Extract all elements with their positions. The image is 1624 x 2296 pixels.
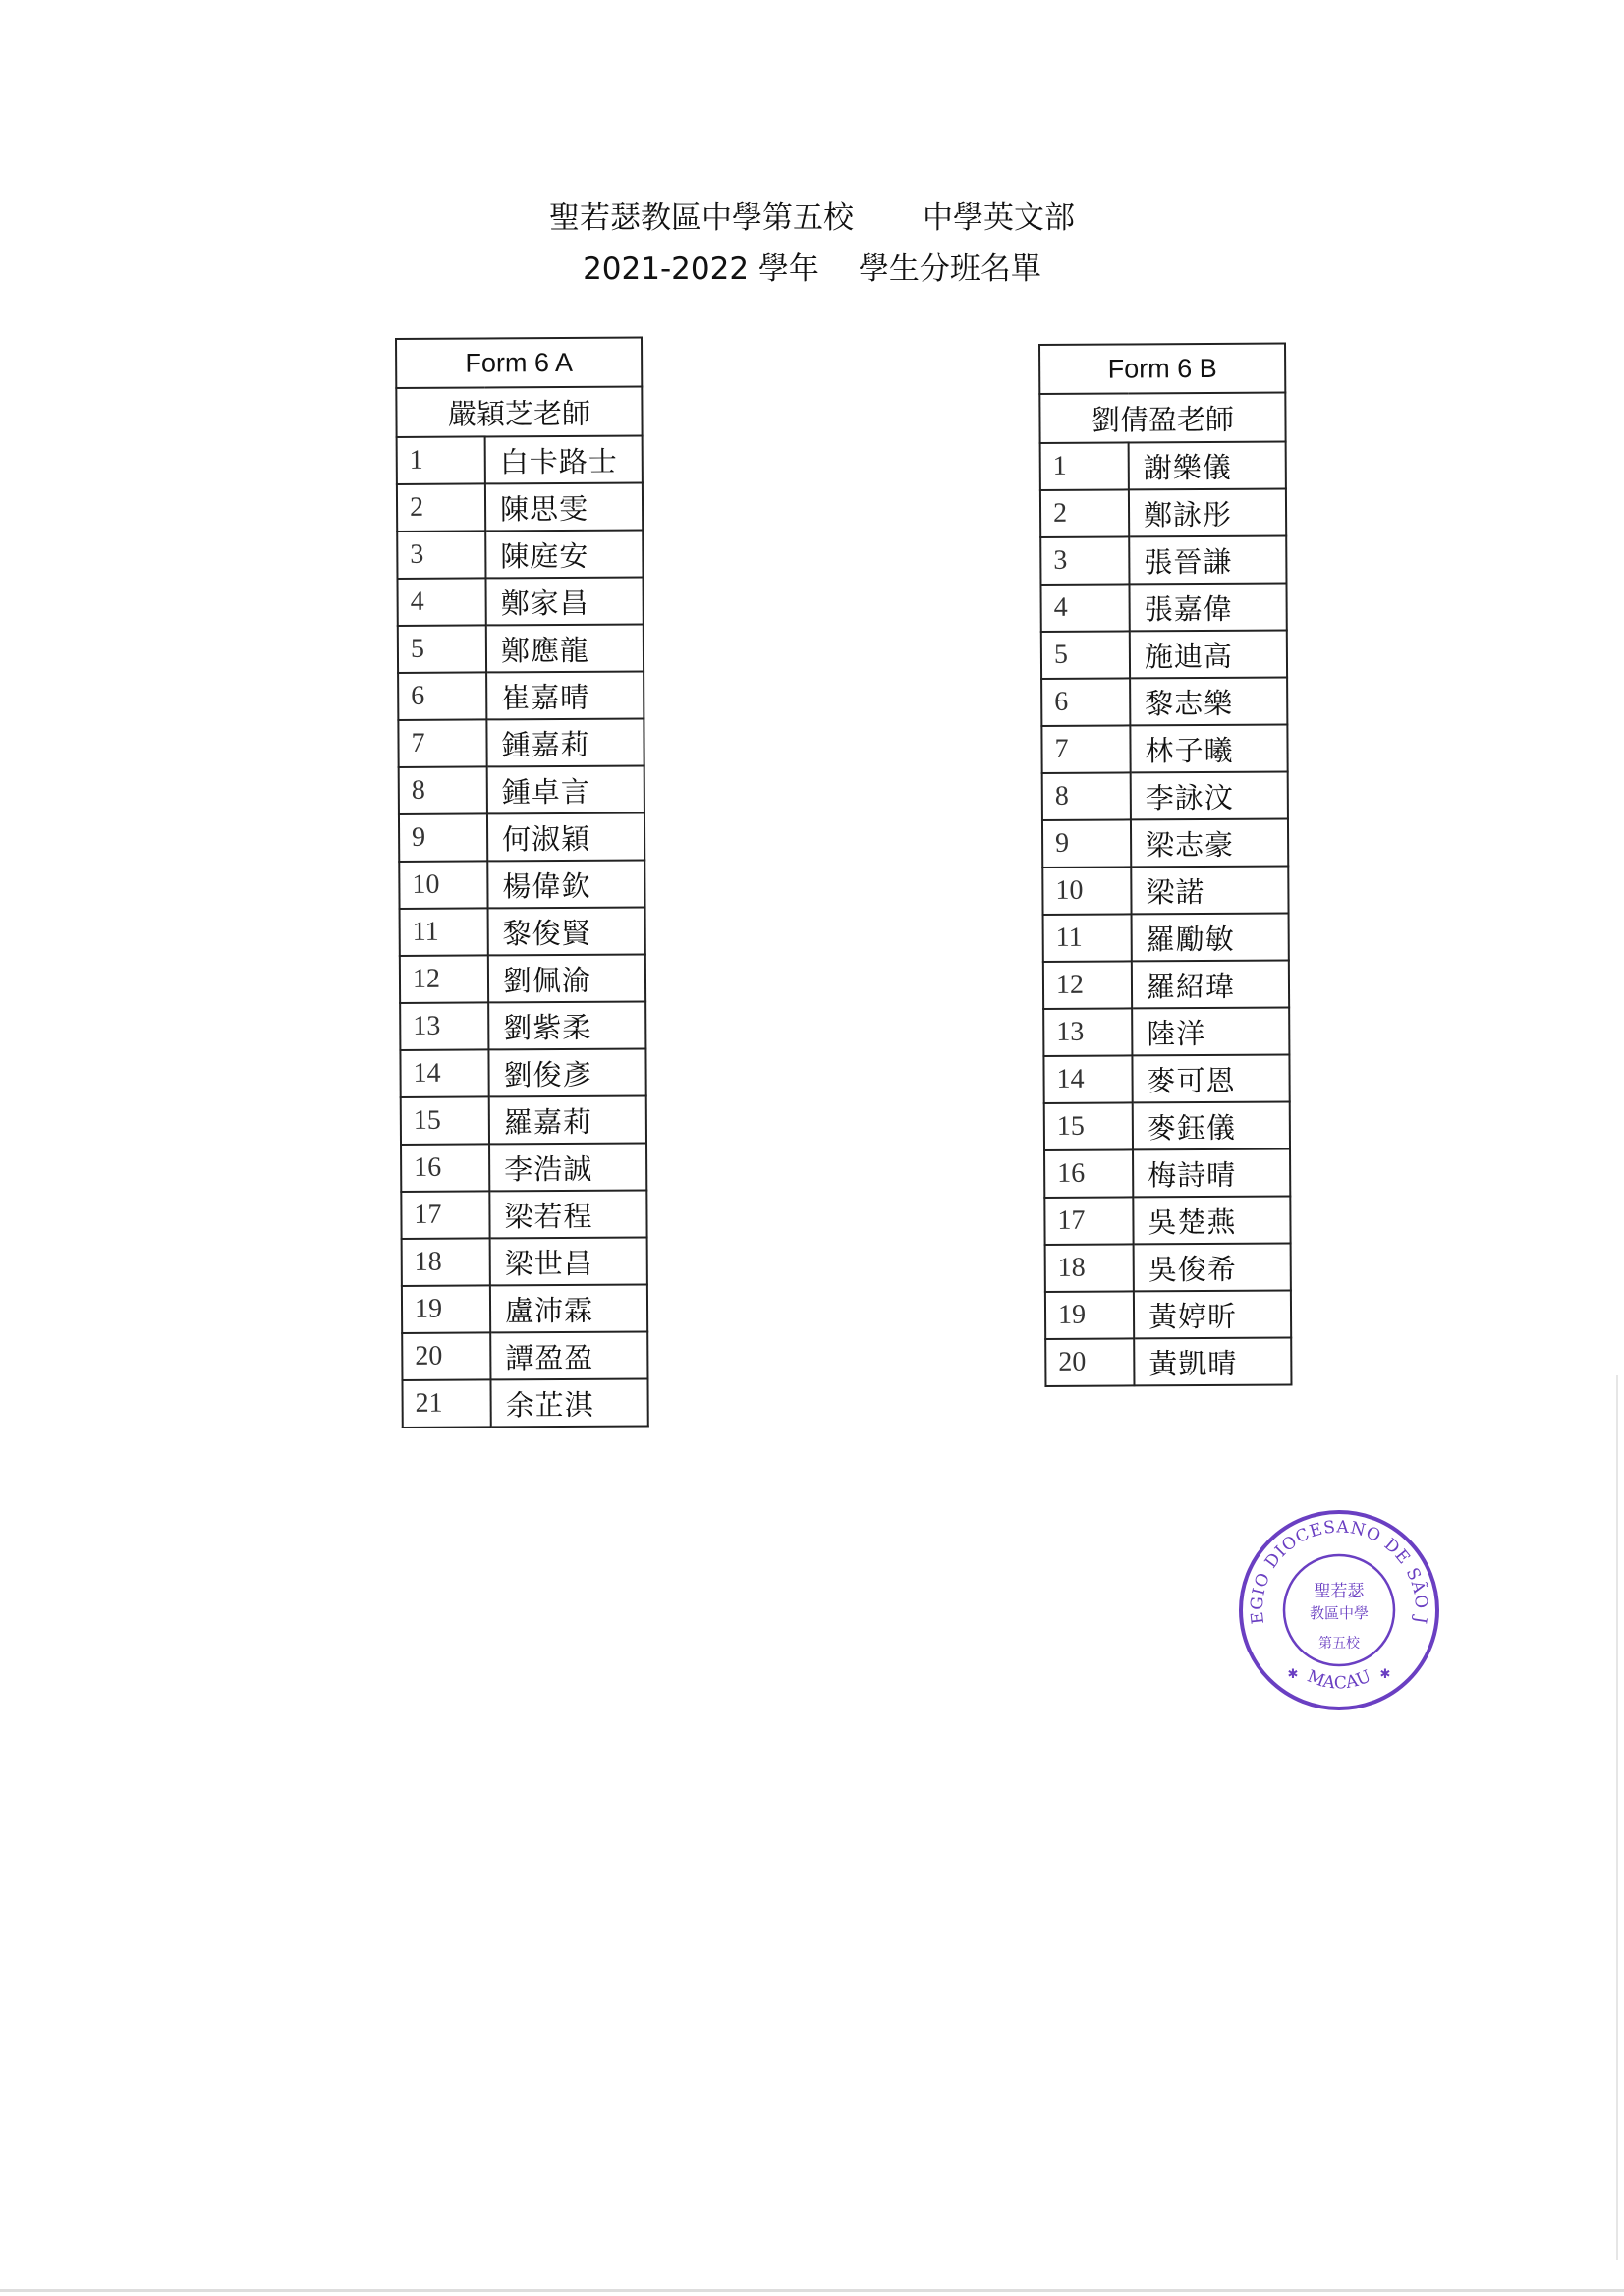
student-name: 鄭家昌 [485, 577, 643, 625]
student-row [1045, 1337, 1291, 1386]
student-row [1041, 724, 1287, 773]
seal-outer-text: EGIO DIOCESANO DE SÃO J [1247, 1517, 1431, 1626]
student-number: 1 [1040, 442, 1129, 490]
student-name: 陸洋 [1132, 1007, 1289, 1055]
school-name: 聖若瑟教區中學第五校 [549, 200, 854, 236]
seal-inner-line-1: 聖若瑟 [1314, 1582, 1365, 1601]
school-seal [1234, 1505, 1444, 1715]
student-number: 17 [401, 1191, 489, 1239]
student-number: 20 [402, 1332, 490, 1380]
student-row [402, 1237, 647, 1286]
student-row [1045, 1243, 1291, 1292]
school-year-suffix: 學年 [757, 252, 819, 287]
class-table-body [396, 337, 648, 1428]
seal-star-icon: ✱ [1379, 1667, 1391, 1682]
student-number: 16 [1044, 1149, 1133, 1198]
student-row [397, 435, 643, 484]
student-name: 梁世昌 [490, 1237, 647, 1285]
student-name: 林子曦 [1130, 724, 1287, 772]
student-number: 3 [1040, 536, 1129, 585]
scan-edge [1616, 1375, 1618, 2260]
student-number: 11 [1043, 914, 1132, 962]
student-number: 3 [397, 531, 485, 579]
seal-bottom-text: MACAU [1304, 1666, 1374, 1694]
student-row [402, 1378, 647, 1428]
student-name: 崔嘉晴 [486, 671, 644, 719]
student-number: 14 [400, 1049, 488, 1097]
student-row [1045, 1290, 1291, 1339]
student-row [399, 812, 644, 862]
seal-inner-line-2: 教區中學 [1309, 1604, 1370, 1622]
form-row [396, 337, 642, 388]
student-number: 8 [1042, 772, 1131, 820]
student-name: 楊偉欽 [487, 860, 644, 908]
student-row [398, 671, 644, 720]
student-name: 鍾嘉莉 [486, 718, 644, 766]
student-number: 6 [398, 672, 486, 720]
student-row [1041, 630, 1287, 679]
student-number: 12 [400, 955, 488, 1003]
student-name: 鄭應龍 [486, 624, 644, 672]
student-number: 13 [400, 1002, 488, 1050]
student-name: 張嘉偉 [1129, 583, 1286, 631]
student-number: 7 [1041, 725, 1130, 773]
student-name: 黃婷昕 [1134, 1290, 1291, 1338]
student-number: 20 [1045, 1338, 1134, 1386]
student-name: 黃凱晴 [1134, 1337, 1291, 1385]
student-row [398, 718, 644, 767]
student-name: 羅嘉莉 [489, 1095, 646, 1144]
student-number: 2 [397, 483, 485, 532]
scan-edge [0, 2289, 1624, 2292]
form-row [1039, 343, 1285, 394]
student-name: 施迪高 [1130, 630, 1287, 678]
seal-star-icon: ✱ [1287, 1667, 1299, 1682]
student-row [400, 907, 645, 956]
student-number: 15 [1044, 1102, 1133, 1150]
student-row [401, 1143, 646, 1192]
student-row [401, 1190, 646, 1239]
student-row [402, 1331, 647, 1380]
student-row [1040, 441, 1286, 490]
student-name: 麥可恩 [1132, 1054, 1289, 1102]
teacher-row [396, 386, 642, 437]
class-table-body [1039, 343, 1291, 1386]
student-number: 6 [1041, 678, 1130, 726]
student-row [397, 482, 643, 532]
student-name: 白卡路士 [485, 435, 643, 483]
student-number: 9 [1042, 819, 1131, 868]
student-number: 10 [1042, 867, 1131, 915]
seal-inner-line-3: 第五校 [1318, 1636, 1360, 1652]
student-number: 11 [400, 908, 488, 956]
student-number: 4 [1040, 584, 1129, 632]
student-number: 13 [1043, 1008, 1132, 1056]
student-number: 18 [402, 1238, 490, 1286]
student-name: 梁志豪 [1131, 818, 1288, 867]
student-number: 9 [399, 813, 487, 862]
student-name: 吳俊希 [1134, 1243, 1291, 1291]
student-number: 19 [1045, 1291, 1134, 1339]
student-name: 余芷淇 [490, 1378, 647, 1427]
student-number: 15 [401, 1096, 489, 1145]
student-row [1044, 1196, 1290, 1245]
student-row [399, 765, 644, 814]
student-name: 黎志樂 [1130, 677, 1287, 725]
student-row [1040, 583, 1286, 632]
student-name: 羅勵敏 [1132, 913, 1289, 961]
student-number: 8 [399, 766, 487, 814]
student-number: 5 [1041, 631, 1130, 679]
student-name: 李詠汶 [1131, 771, 1288, 819]
student-name: 鄭詠彤 [1129, 488, 1286, 536]
student-name: 梁若程 [489, 1190, 646, 1238]
teacher-row [1039, 392, 1285, 443]
class-table-6a [395, 336, 649, 1428]
student-name: 羅紹瑋 [1132, 960, 1289, 1008]
student-name: 盧沛霖 [490, 1284, 647, 1332]
student-row [401, 1095, 646, 1145]
section-name: 中學英文部 [923, 200, 1075, 236]
student-number: 4 [397, 578, 485, 626]
student-number: 16 [401, 1144, 489, 1192]
student-row [1042, 818, 1288, 868]
student-row [400, 1001, 645, 1050]
student-number: 17 [1044, 1197, 1133, 1245]
student-row [398, 624, 644, 673]
student-name: 張晉謙 [1129, 535, 1286, 584]
student-row [1043, 1007, 1289, 1056]
student-name: 何淑穎 [487, 812, 644, 861]
student-row [397, 577, 643, 626]
student-name: 麥鈺儀 [1133, 1101, 1290, 1149]
student-name: 黎俊賢 [488, 907, 645, 955]
teacher-name: 嚴穎芝老師 [396, 386, 642, 437]
student-name: 譚盈盈 [490, 1331, 647, 1379]
student-row [400, 954, 645, 1003]
student-number: 21 [402, 1379, 490, 1428]
student-number: 19 [402, 1285, 490, 1333]
student-name: 陳思雯 [485, 482, 643, 531]
student-number: 2 [1040, 489, 1129, 537]
student-number: 7 [398, 719, 486, 767]
student-row [400, 1048, 645, 1097]
student-row [402, 1284, 647, 1333]
list-title: 學生分班名單 [858, 252, 1041, 287]
document-header [0, 193, 1624, 295]
student-row [397, 530, 643, 579]
student-name: 劉俊彥 [488, 1048, 645, 1096]
student-row [1042, 866, 1288, 915]
teacher-name: 劉倩盈老師 [1039, 392, 1285, 443]
student-name: 鍾卓言 [487, 765, 644, 813]
header-line-2 [0, 244, 1624, 295]
header-line-1 [0, 193, 1624, 244]
student-name: 謝樂儀 [1129, 441, 1286, 489]
student-row [1041, 677, 1287, 726]
student-name: 梅詩晴 [1133, 1148, 1290, 1197]
student-name: 陳庭安 [485, 530, 643, 578]
seal-graphic [1234, 1505, 1444, 1715]
student-row [399, 860, 644, 909]
school-year: 2021-2022 [583, 252, 750, 287]
student-row [1040, 535, 1286, 585]
student-row [1043, 1054, 1289, 1103]
student-row [1044, 1148, 1290, 1198]
student-number: 1 [397, 436, 485, 484]
student-name: 吳楚燕 [1133, 1196, 1290, 1244]
student-row [1043, 960, 1289, 1009]
student-number: 18 [1045, 1244, 1134, 1292]
student-number: 10 [399, 861, 487, 909]
student-number: 14 [1043, 1055, 1132, 1103]
student-row [1044, 1101, 1290, 1150]
form-label: Form 6 A [396, 337, 642, 388]
student-row [1042, 771, 1288, 820]
student-number: 12 [1043, 961, 1132, 1009]
form-label: Form 6 B [1039, 343, 1285, 394]
student-number: 5 [398, 625, 486, 673]
student-name: 劉佩渝 [488, 954, 645, 1002]
student-name: 梁諾 [1131, 866, 1288, 914]
student-row [1043, 913, 1289, 962]
student-name: 李浩誠 [489, 1143, 646, 1191]
student-name: 劉紫柔 [488, 1001, 645, 1049]
class-table-6b [1038, 342, 1292, 1387]
student-row [1040, 488, 1286, 537]
